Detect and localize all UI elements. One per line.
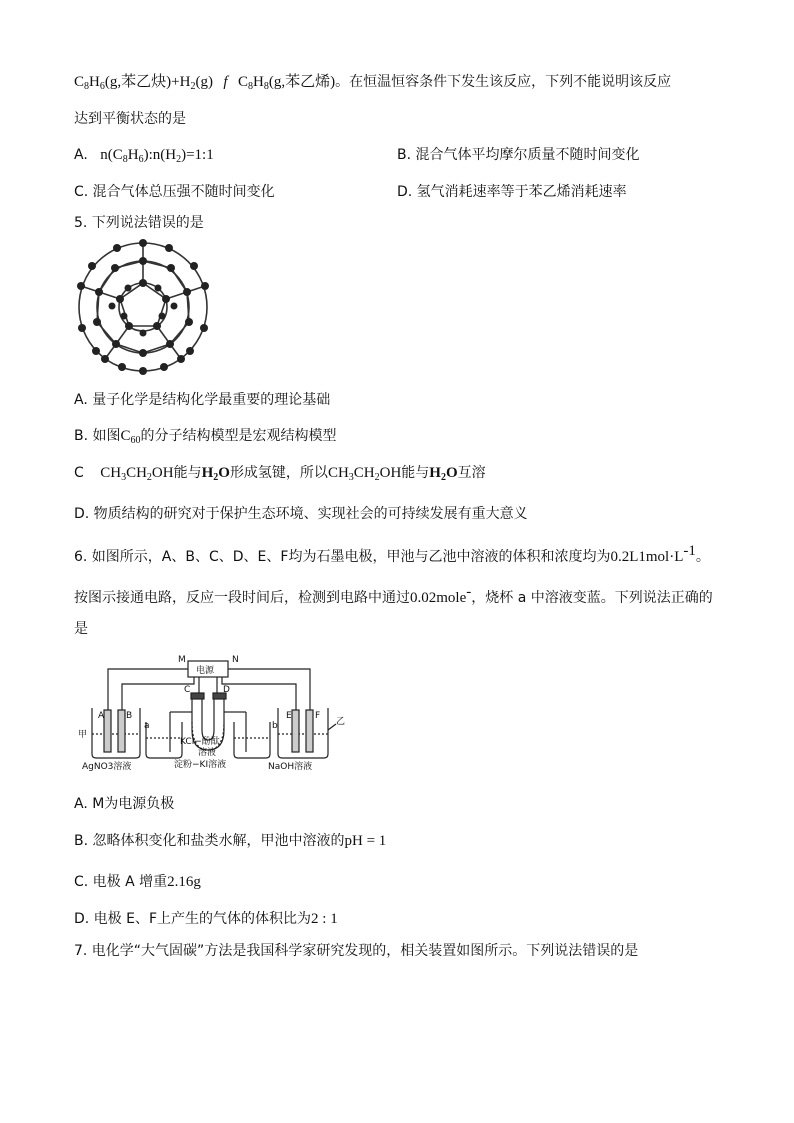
q4-option-d: D. 氢气消耗速率等于苯乙烯消耗速率 (397, 184, 627, 200)
q6-stem-line2: 按图示接通电路，反应一段时间后，检测到电路中通过0.02mole-，烧杯 a 中溶液变蓝。下列说法正确的 (74, 584, 713, 606)
q4-option-c: C. 混合气体总压强不随时间变化 (74, 184, 275, 200)
label-d: D (223, 685, 230, 695)
label-c: C (184, 685, 191, 695)
q5-option-b: B. 如图$C_{60}$的分子结构模型是宏观结构模型 (74, 428, 337, 446)
label-power: 电源 (196, 666, 215, 676)
label-beaker-a: a (144, 721, 150, 731)
label-naoh: NaOH溶液 (268, 762, 313, 772)
label-kcl2: 溶液 (198, 748, 217, 758)
q7-stem: 7. 电化学“大气固碳”方法是我国科学家研究发现的，相关装置如图所示。下列说法错误的是 (74, 943, 639, 959)
formula-c8h6: $C_8H_6$ (74, 74, 105, 92)
q5-option-a: A. 量子化学是结构化学最重要的理论基础 (74, 392, 331, 408)
label-agno3: AgNO3溶液 (82, 762, 132, 772)
q4-text-line2: 达到平衡状态的是 (74, 111, 186, 127)
label-beaker-b: b (272, 721, 278, 731)
electrolysis-diagram (74, 652, 364, 778)
q4-text-line1: 。在恒温恒容条件下发生该反应，下列不能说明该反应 (335, 74, 672, 90)
formula-c60: $C_{60}$ (120, 428, 141, 446)
state-c8h6: g,苯乙炔 (109, 74, 167, 90)
q4-equation-line: $C_8H_6(g$,苯乙炔)$+H_2(g)$ f $C_8H_8(g$,苯乙烯)。在恒温恒容条件下发生该反应，下列不能说明该反应 (74, 74, 672, 92)
q6-stem-line1: 6. 如图所示，A、B、C、D、E、F均为石墨电极，甲池与乙池中溶液的体积和浓度均为$0.2L1mol\cdot L^{-1}$。 (74, 543, 710, 565)
label-m: M (178, 655, 186, 665)
q4-option-a: A. $n(C_8H_6):n(H_2)=1:1$ (74, 147, 214, 165)
q6-option-d: D. 电极 E、F上产生的气体的体积比为2 : 1 (74, 911, 338, 927)
formula-h2: $H_2$ (179, 74, 196, 92)
label-n: N (232, 655, 239, 665)
q5-option-c: C $CH_3CH_2OH$能与$H_2O$形成氢键，所以$CH_3CH_2OH$能与$H_2O$互溶 (74, 465, 486, 483)
q6-option-a: A. M为电源负极 (74, 796, 175, 812)
label-yi: 乙 (336, 717, 346, 727)
formula-c8h8: $C_8H_8$ (238, 74, 269, 92)
state-h2: g (200, 74, 208, 90)
label-ki: 淀粉−KI溶液 (174, 760, 227, 770)
label-a-electrode: A (98, 711, 105, 721)
label-f: F (315, 711, 321, 721)
q5-option-d: D. 物质结构的研究对于保护生态环境、实现社会的可持续发展有重大意义 (74, 506, 528, 522)
equilibrium-arrow: f (223, 74, 228, 90)
q6-stem-line3: 是 (74, 621, 88, 637)
state-c8h8: g,苯乙烯 (273, 74, 331, 90)
label-e: E (286, 711, 292, 721)
label-b-electrode: B (126, 711, 133, 721)
c60-fullerene-figure (72, 236, 214, 378)
label-jia: 甲 (78, 730, 88, 740)
q4-option-b: B. 混合气体平均摩尔质量不随时间变化 (397, 147, 640, 163)
q6-option-b: B. 忽略体积变化和盐类水解，甲池中溶液的pH = 1 (74, 833, 387, 849)
q6-option-c: C. 电极 A 增重2.16g (74, 874, 201, 890)
label-kcl1: KCl−酚酞 (180, 737, 220, 747)
q5-stem: 5. 下列说法错误的是 (74, 215, 204, 231)
q4-option-a-math: $n(C_8H_6):n(H_2)=1:1$ (100, 147, 214, 165)
